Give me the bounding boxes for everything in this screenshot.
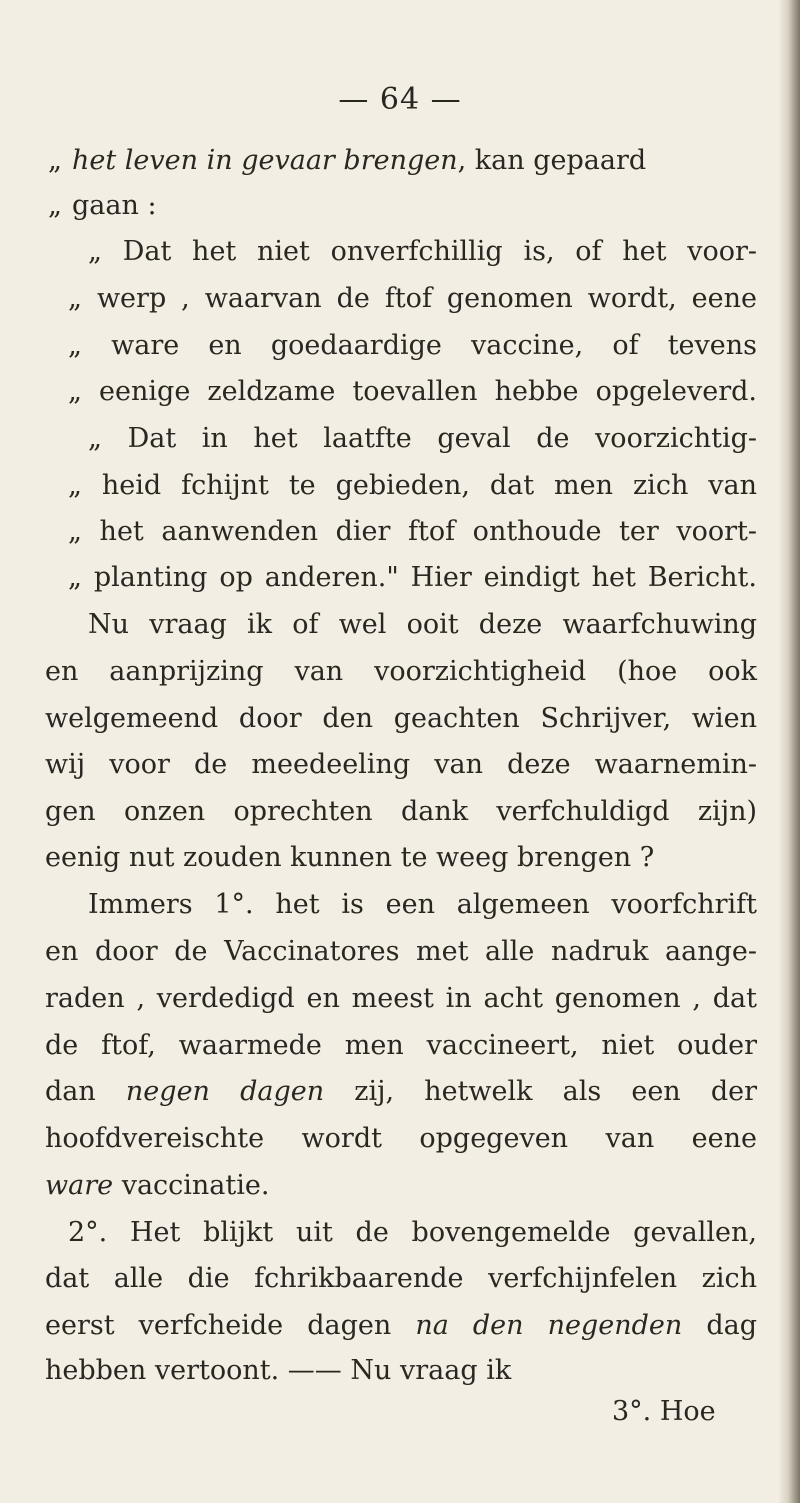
text-line: „ ware en goedaardige vaccine, of tevens xyxy=(68,330,757,361)
text-line: 2°. Het blijkt uit de bovengemelde gevallen, xyxy=(68,1217,757,1248)
quote-mark: „ xyxy=(48,190,62,221)
text-line xyxy=(45,1310,757,1341)
text-line: „ werp , waarvan de ftof genomen wordt, eene xyxy=(68,283,757,314)
page-number: — 64 — xyxy=(338,82,462,117)
page-edge xyxy=(778,0,800,1503)
text-line: dat alle die fchrikbaarende verfchijnfelen zich xyxy=(45,1263,757,1294)
line-text: vaccinatie. xyxy=(121,1170,270,1201)
text-line: hebben vertoont. —— Nu vraag ik xyxy=(45,1355,512,1386)
text-line: „ Dat in het laatfte geval de voorzichtig- xyxy=(88,423,757,454)
text-line: Immers 1°. het is een algemeen voorfchrift xyxy=(88,889,757,920)
text-line: „ planting op anderen." Hier eindigt het Bericht. xyxy=(68,562,757,593)
text-line: welgemeend door den geachten Schrijver, wien xyxy=(45,703,757,734)
text-line: „ heid fchijnt te gebieden, dat men zich van xyxy=(68,470,757,501)
text-line: eenig nut zouden kunnen te weeg brengen ? xyxy=(45,842,655,873)
line-text: dag xyxy=(706,1310,757,1341)
text-line: gen onzen oprechten dank verfchuldigd zijn) xyxy=(45,796,757,827)
text-line: „ Dat het niet onverfchillig is, of het voor- xyxy=(88,236,757,267)
text-line xyxy=(45,1076,757,1107)
text-line: „ het aanwenden dier ftof onthoude ter voort- xyxy=(68,516,757,547)
text-line: wij voor de meedeeling van deze waarnemin- xyxy=(45,749,757,780)
line-text: zij, hetwelk als een der xyxy=(354,1076,757,1107)
text-line: „ eenige zeldzame toevallen hebbe opgeleverd. xyxy=(68,376,757,407)
text-line: de ftof, waarmede men vaccineert, niet ouder xyxy=(45,1030,757,1061)
text-line: en door de Vaccinatores met alle nadruk aange- xyxy=(45,936,757,967)
text-line: hoofdvereischte wordt opgegeven van eene xyxy=(45,1123,757,1154)
text-line: raden , verdedigd en meest in acht genomen , dat xyxy=(45,983,757,1014)
italic-phrase: negen dagen xyxy=(125,1076,325,1107)
italic-phrase: na den negenden xyxy=(415,1310,683,1341)
italic-phrase: het leven in gevaar brengen xyxy=(72,145,458,176)
line-text: gaan : xyxy=(72,190,157,221)
italic-phrase: ware xyxy=(45,1170,114,1201)
text-line: Nu vraag ik of wel ooit deze waarfchuwing xyxy=(88,609,757,640)
quote-mark: „ xyxy=(48,145,62,176)
catchword: 3°. Hoe xyxy=(612,1396,716,1427)
line-text: , kan gepaard xyxy=(457,145,647,176)
line-text: eerst verfcheide dagen xyxy=(45,1310,392,1341)
text-line: en aanprijzing van voorzichtigheid (hoe ook xyxy=(45,656,757,687)
text-line xyxy=(45,1170,269,1201)
line-text: dan xyxy=(45,1076,96,1107)
